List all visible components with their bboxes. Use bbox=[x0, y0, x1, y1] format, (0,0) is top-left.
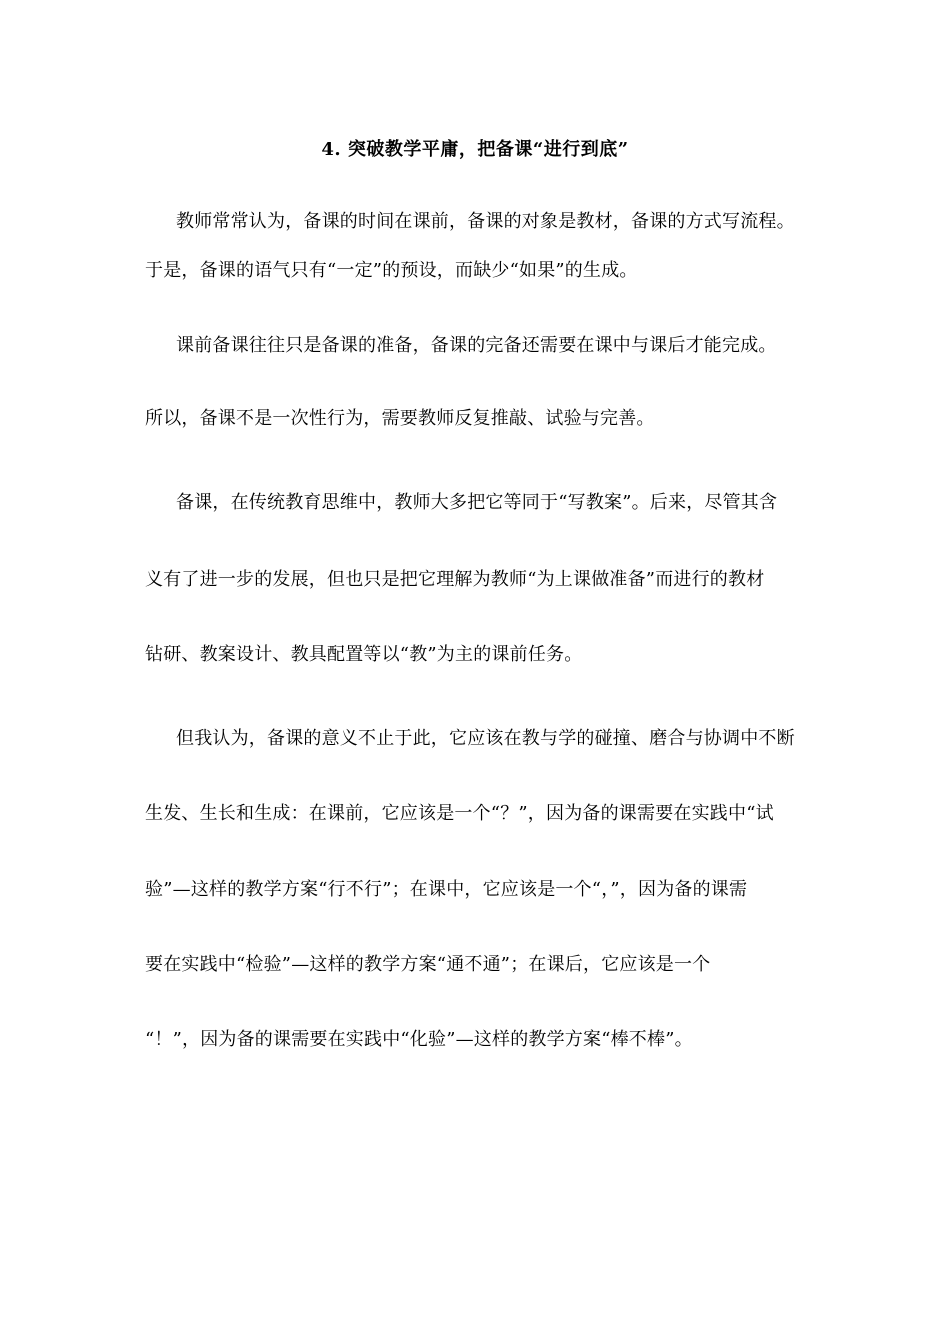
paragraph-3-line-1: 备课，在传统教育思维中，教师大多把它等同于“写教案”。后来，尽管其含 bbox=[176, 492, 778, 513]
paragraph-3-line-3: 钻研、教案设计、教具配置等以“教”为主的课前任务。 bbox=[145, 644, 583, 665]
paragraph-3-line-2: 义有了进一步的发展，但也只是把它理解为教师“为上课做准备”而进行的教材 bbox=[145, 569, 765, 590]
paragraph-1-line-1: 教师常常认为，备课的时间在课前，备课的对象是教材，备课的方式写流程。 bbox=[176, 211, 795, 232]
paragraph-4-line-3: 验”—这样的教学方案“行不行”；在课中，它应该是一个“，”，因为备的课需 bbox=[145, 879, 748, 900]
paragraph-4-line-4: 要在实践中“检验”—这样的教学方案“通不通”；在课后，它应该是一个 bbox=[145, 954, 711, 975]
paragraph-2-line-2: 所以，备课不是一次性行为，需要教师反复推敲、试验与完善。 bbox=[145, 408, 655, 429]
paragraph-4-line-5: “！”，因为备的课需要在实践中“化验”—这样的教学方案“棒不棒”。 bbox=[145, 1029, 693, 1050]
paragraph-2-line-1: 课前备课往往只是备课的准备，备课的完备还需要在课中与课后才能完成。 bbox=[176, 335, 777, 356]
paragraph-4-line-2: 生发、生长和生成：在课前，它应该是一个“？”，因为备的课需要在实践中“试 bbox=[145, 803, 774, 824]
document-title: 4. 突破教学平庸，把备课“进行到底” bbox=[321, 139, 629, 160]
paragraph-4-line-1: 但我认为，备课的意义不止于此，它应该在教与学的碰撞、磨合与协调中不断 bbox=[176, 728, 795, 749]
paragraph-1-line-2: 于是，备课的语气只有“一定”的预设，而缺少“如果”的生成。 bbox=[145, 260, 638, 281]
